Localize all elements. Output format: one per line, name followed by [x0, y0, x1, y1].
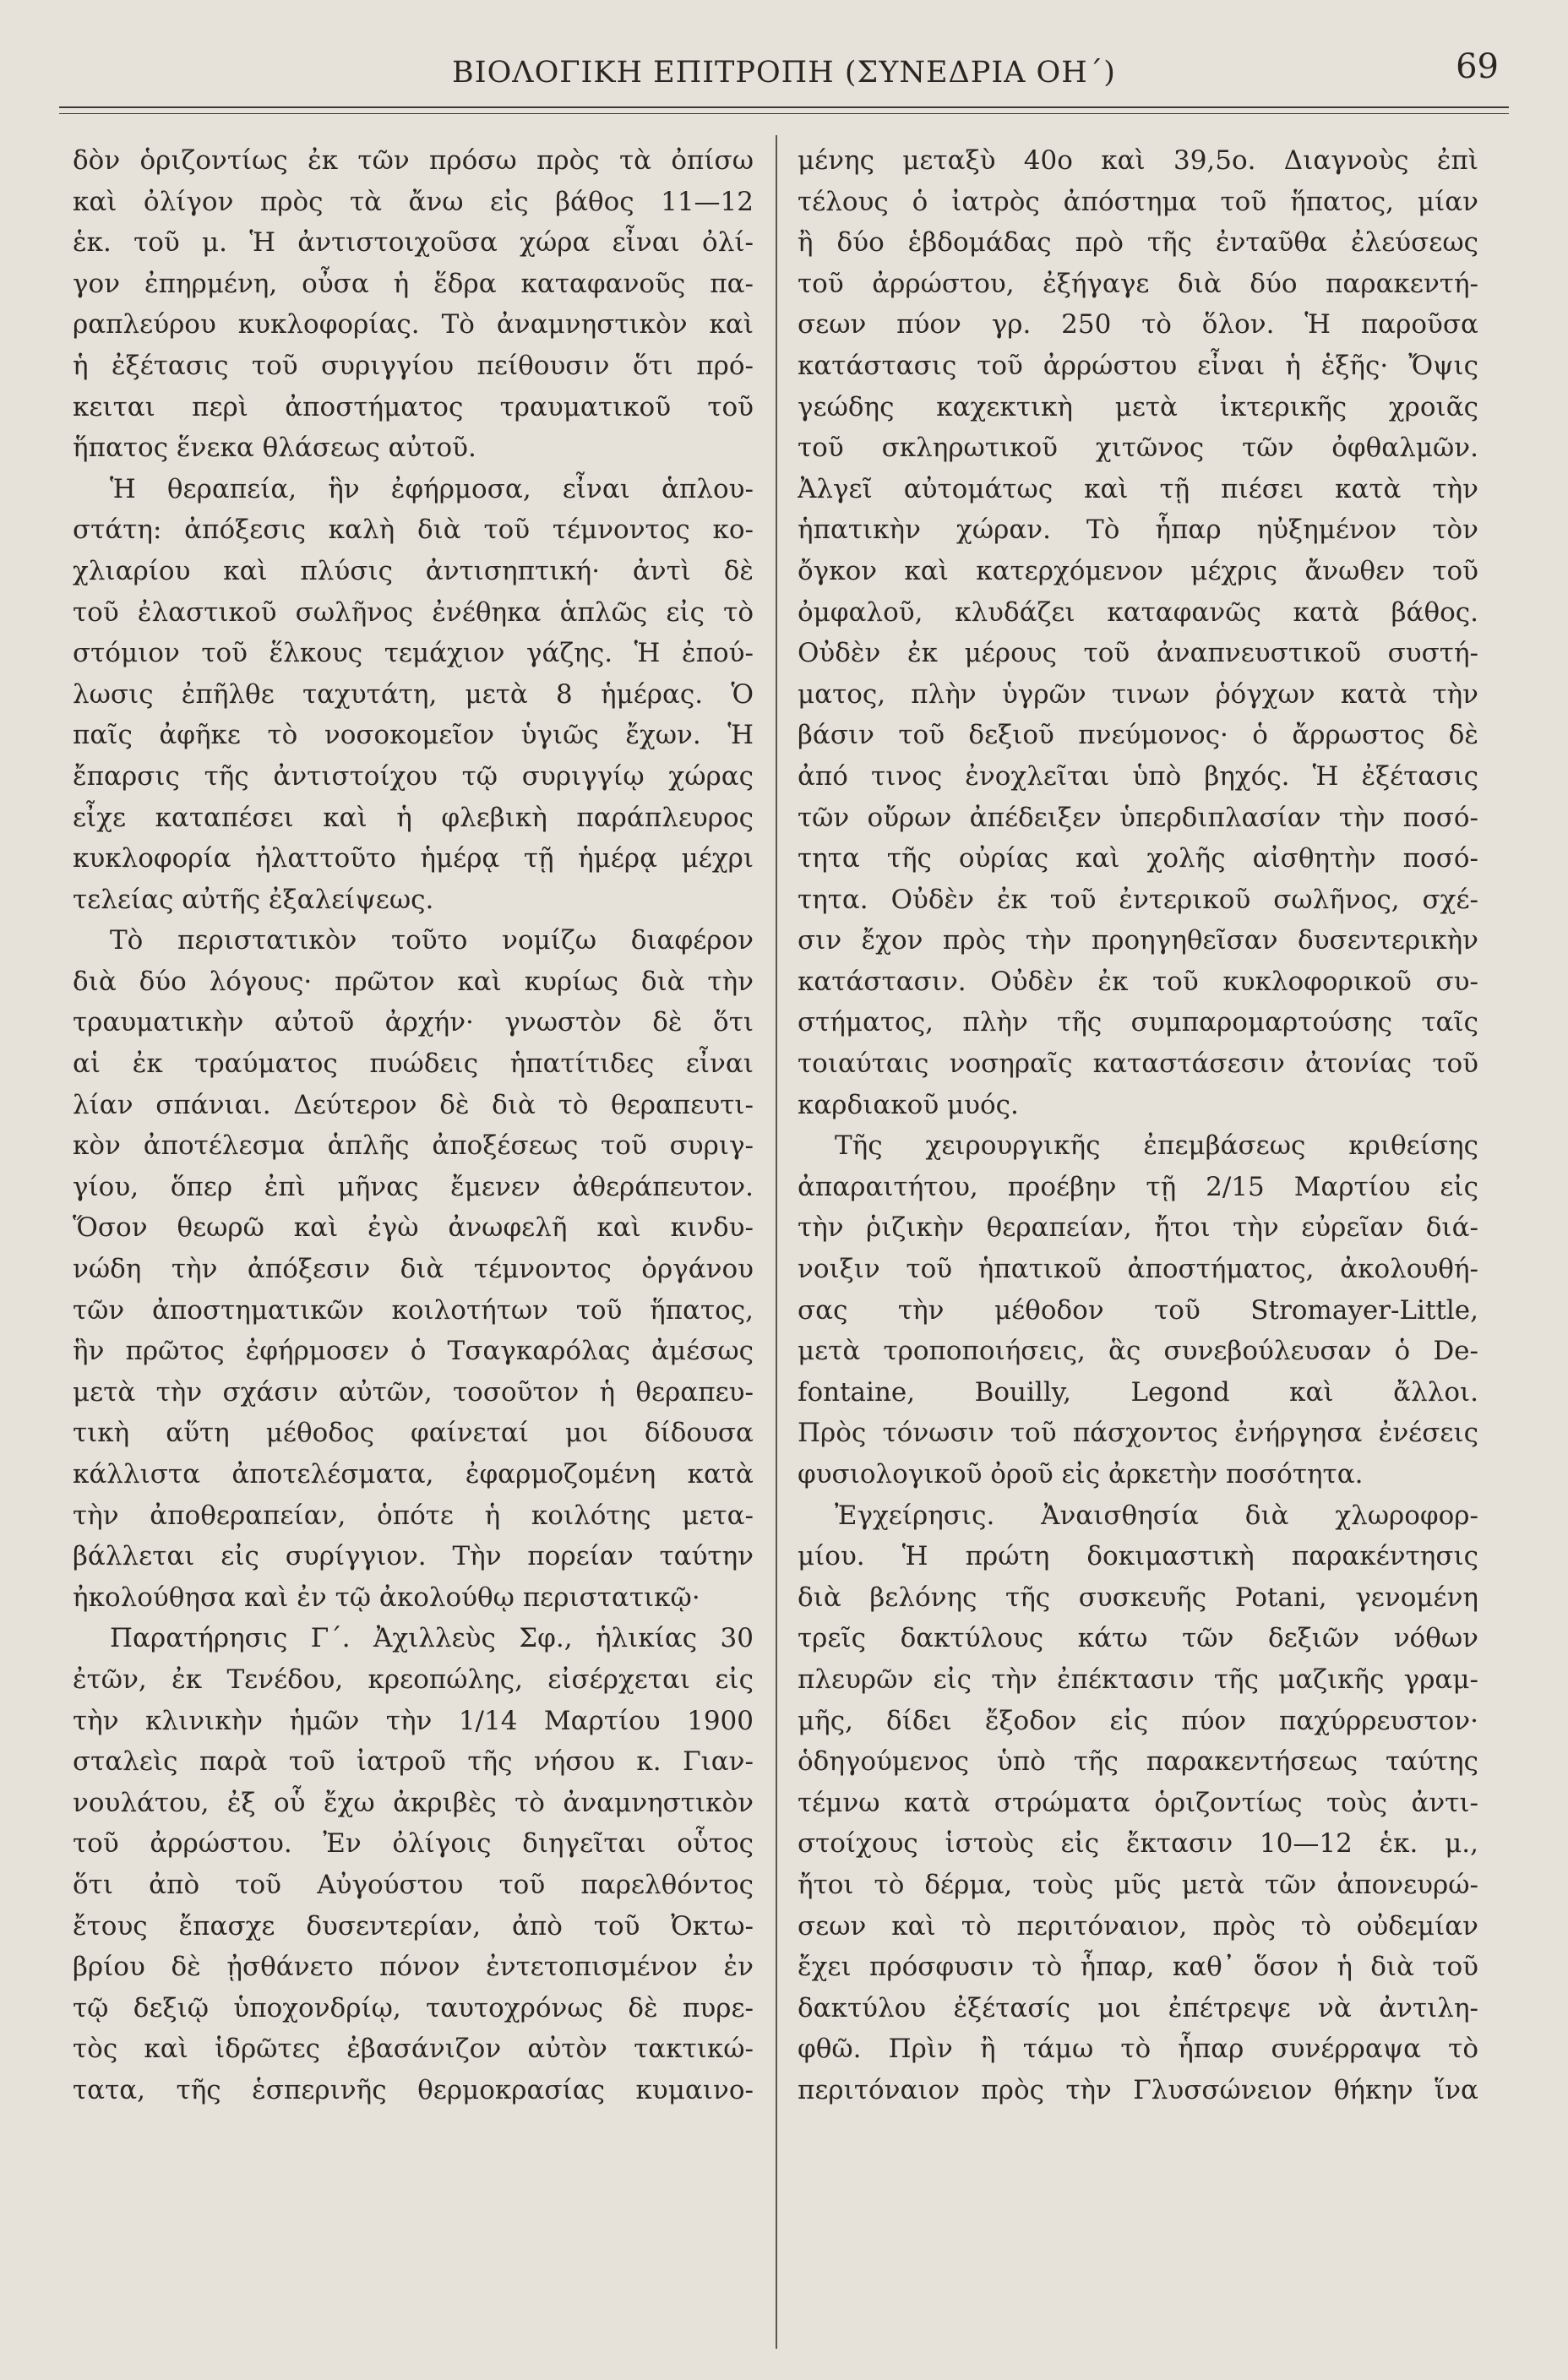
text-line: Τῆς χειρουργικῆς ἐπεμβάσεως κριθείσης — [835, 1130, 1478, 1162]
text-line: καρδιακοῦ μυός. — [798, 1089, 1019, 1120]
text-line: τέμνω κατὰ στρώματα ὁριζοντίως τοὺς ἀντι- — [798, 1787, 1478, 1818]
text-line: κάλλιστα ἀποτελέσματα, ἐφαρμοζομένη κατὰ — [73, 1459, 754, 1490]
text-line: ἀπό τινος ἐνοχλεῖται ὑπὸ βηχός. Ἡ ἐξέτασις — [798, 760, 1478, 792]
running-header — [59, 44, 1509, 103]
text-line: τητα. Οὐδὲν ἐκ τοῦ ἐντερικοῦ σωλῆνος, σχέ- — [798, 884, 1478, 915]
text-line: βάλλεται εἰς συρίγγιον. Τὴν πορείαν ταύτην — [73, 1541, 754, 1572]
text-line: τὴν ῥιζικὴν θεραπείαν, ἤτοι τὴν εὐρεῖαν διά- — [798, 1212, 1478, 1244]
text-line: δακτύλου ἐξέτασίς μοι ἐπέτρεψε νὰ ἀντιλη- — [798, 1992, 1478, 2023]
text-line: τῶν ἀποστηματικῶν κοιλοτήτων τοῦ ἥπατος, — [73, 1294, 754, 1326]
text-line: τῷ δεξιῷ ὑποχονδρίῳ, ταυτοχρόνως δὲ πυρε- — [73, 1992, 754, 2023]
text-line: νοιξιν τοῦ ἡπατικοῦ ἀποστήματος, ἀκολουθή- — [798, 1254, 1478, 1285]
text-line: Οὐδὲν ἐκ μέρους τοῦ ἀναπνευστικοῦ συστή- — [798, 638, 1478, 669]
text-line: τῶν οὔρων ἀπέδειξεν ὑπερδιπλασίαν τὴν ποσό- — [798, 802, 1478, 833]
text-line: μίου. Ἡ πρώτη δοκιμαστικὴ παρακέντησις — [798, 1541, 1478, 1572]
text-line: ἑκ. τοῦ μ. Ἡ ἀντιστοιχοῦσα χώρα εἶναι ὀλί- — [73, 227, 754, 259]
text-line: πλευρῶν εἰς τὴν ἐπέκτασιν τῆς μαζικῆς γραμ- — [798, 1664, 1478, 1695]
text-line: σταλεὶς παρὰ τοῦ ἰατροῦ τῆς νήσου κ. Γιαν- — [73, 1746, 754, 1778]
text-line: ραπλεύρου κυκλοφορίας. Τὸ ἀναμνηστικὸν καὶ — [73, 309, 754, 340]
text-line: τραυματικὴν αὐτοῦ ἀρχήν· γνωστὸν δὲ ὅτι — [73, 1007, 754, 1038]
text-line: τοῦ ἐλαστικοῦ σωλῆνος ἐνέθηκα ἁπλῶς εἰς τὸ — [73, 596, 754, 628]
text-line: νουλάτου, ἐξ οὗ ἔχω ἀκριβὲς τὸ ἀναμνηστικὸν — [73, 1787, 754, 1818]
text-line: λωσις ἐπῆλθε ταχυτάτη, μετὰ 8 ἡμέρας. Ὁ — [73, 678, 754, 710]
text-line: γον ἐπηρμένη, οὖσα ἡ ἕδρα καταφανοῦς πα- — [73, 268, 754, 299]
text-line: σιν ἔχον πρὸς τὴν προηγηθεῖσαν δυσεντερικὴν — [798, 925, 1478, 956]
text-line: ἔτους ἔπασχε δυσεντερίαν, ἀπὸ τοῦ Ὀκτω- — [73, 1910, 754, 1942]
text-line: τοῦ σκληρωτικοῦ χιτῶνος τῶν ὀφθαλμῶν. — [798, 433, 1478, 464]
text-line: τοιαύταις νοσηραῖς καταστάσεσιν ἀτονίας τοῦ — [798, 1048, 1478, 1080]
text-line: διὰ δύο λόγους· πρῶτον καὶ κυρίως διὰ τὴν — [73, 966, 754, 997]
text-line: νώδη τὴν ἀπόξεσιν διὰ τέμνοντος ὀργάνου — [73, 1254, 754, 1285]
text-line: φυσιολογικοῦ ὀροῦ εἰς ἀρκετὴν ποσότητα. — [798, 1459, 1364, 1490]
text-line: Ὅσον θεωρῶ καὶ ἐγὼ ἀνωφελῆ καὶ κινδυ- — [73, 1212, 754, 1244]
text-line: ὁδηγούμενος ὑπὸ τῆς παρακεντήσεως ταύτης — [798, 1746, 1478, 1778]
text-line: λίαν σπάνιαι. Δεύτερον δὲ διὰ τὸ θεραπευτι- — [73, 1089, 754, 1120]
text-line: σεων καὶ τὸ περιτόναιον, πρὸς τὸ οὐδεμίαν — [798, 1910, 1478, 1942]
text-line: τρεῖς δακτύλους κάτω τῶν δεξιῶν νόθων — [798, 1623, 1478, 1654]
page-number: 69 — [1456, 47, 1499, 86]
text-line: στοίχους ἱστοὺς εἰς ἔκτασιν 10—12 ἑκ. μ., — [798, 1828, 1478, 1860]
text-line: δὸν ὁριζοντίως ἐκ τῶν πρόσω πρὸς τὰ ὀπίσω — [73, 145, 754, 176]
text-line: ἡ ἐξέτασις τοῦ συριγγίου πείθουσιν ὅτι πρό- — [73, 350, 754, 381]
text-line: ἔπαρσις τῆς ἀντιστοίχου τῷ συριγγίῳ χώρας — [73, 760, 754, 792]
header-rule — [59, 106, 1509, 108]
text-line: Ἡ θεραπεία, ἣν ἐφήρμοσα, εἶναι ἁπλου- — [110, 473, 754, 504]
text-line: ματος, πλὴν ὑγρῶν τινων ῥόγχων κατὰ τὴν — [798, 678, 1478, 710]
text-line: μένης μεταξὺ 40ο καὶ 39,5ο. Διαγνοὺς ἐπὶ — [798, 145, 1478, 176]
text-line: κατάστασιν. Οὐδὲν ἐκ τοῦ κυκλοφορικοῦ συ- — [798, 966, 1478, 997]
text-line: ἣν πρῶτος ἐφήρμοσεν ὁ Τσαγκαρόλας ἀμέσως — [73, 1336, 754, 1367]
text-line: σας τὴν μέθοδον τοῦ Stromayer-Little, — [798, 1294, 1478, 1326]
text-line: στόμιον τοῦ ἕλκους τεμάχιον γάζης. Ἡ ἐπού- — [73, 638, 754, 669]
text-line: τικὴ αὕτη μέθοδος φαίνεταί μοι δίδουσα — [73, 1418, 754, 1449]
text-line: στήματος, πλὴν τῆς συμπαρομαρτούσης ταῖς — [798, 1007, 1478, 1038]
text-line: ἐτῶν, ἐκ Τενέδου, κρεοπώλης, εἰσέρχεται εἰς — [73, 1664, 754, 1695]
text-line: ἀπαραιτήτου, προέβην τῇ 2/15 Μαρτίου εἰς — [798, 1171, 1478, 1202]
text-line: καὶ ὀλίγον πρὸς τὰ ἄνω εἰς βάθος 11—12 — [73, 186, 754, 217]
left-column — [73, 140, 754, 2111]
text-line: διὰ βελόνης τῆς συσκευῆς Potani, γενομένη — [798, 1582, 1478, 1613]
text-line: τατα, τῆς ἑσπερινῆς θερμοκρασίας κυμαινο- — [73, 2074, 754, 2105]
text-line: Τὸ περιστατικὸν τοῦτο νομίζω διαφέρον — [110, 925, 754, 956]
text-line: ὄγκον καὶ κατερχόμενον μέχρις ἄνωθεν τοῦ — [798, 555, 1478, 586]
text-line: παῖς ἀφῆκε τὸ νοσοκομεῖον ὑγιῶς ἔχων. Ἡ — [73, 720, 754, 751]
text-line: φθῶ. Πρὶν ἢ τάμω τὸ ἧπαρ συνέρραψα τὸ — [798, 2034, 1478, 2065]
text-line: χλιαρίου καὶ πλύσις ἀντισηπτική· ἀντὶ δὲ — [73, 555, 754, 586]
text-line: τέλους ὁ ἰατρὸς ἀπόστημα τοῦ ἥπατος, μίαν — [798, 186, 1478, 217]
text-line: βάσιν τοῦ δεξιοῦ πνεύμονος· ὁ ἄρρωστος δὲ — [798, 720, 1478, 751]
text-line: ἔχει πρόσφυσιν τὸ ἧπαρ, καθ᾽ ὅσον ἡ διὰ τοῦ — [798, 1952, 1478, 1983]
text-line: σεων πύον γρ. 250 τὸ ὅλον. Ἡ παροῦσα — [798, 309, 1478, 340]
text-line: μετὰ τὴν σχάσιν αὐτῶν, τοσοῦτον ἡ θεραπευ- — [73, 1376, 754, 1408]
header-rule-thin — [59, 113, 1509, 114]
text-line: Ἀλγεῖ αὐτομάτως καὶ τῇ πιέσει κατὰ τὴν — [798, 473, 1478, 504]
text-line: ἥπατος ἕνεκα θλάσεως αὐτοῦ. — [73, 433, 476, 464]
text-line: τητα τῆς οὐρίας καὶ χολῆς αἰσθητὴν ποσό- — [798, 843, 1478, 874]
text-line: ὀμφαλοῦ, κλυδάζει καταφανῶς κατὰ βάθος. — [798, 596, 1478, 628]
text-line: βρίου δὲ ᾐσθάνετο πόνον ἐντετοπισμένον ἐν — [73, 1952, 754, 1983]
text-line: τοῦ ἀρρώστου. Ἐν ὀλίγοις διηγεῖται οὗτος — [73, 1828, 754, 1860]
text-line: γίου, ὅπερ ἐπὶ μῆνας ἔμενεν ἀθεράπευτον. — [73, 1171, 754, 1202]
text-line: τὴν ἀποθεραπείαν, ὁπότε ἡ κοιλότης μετα- — [73, 1500, 754, 1531]
text-line: ἤτοι τὸ δέρμα, τοὺς μῦς μετὰ τῶν ἀπονευρώ- — [798, 1869, 1478, 1900]
text-line: Παρατήρησις Γ΄. Ἀχιλλεὺς Σφ., ἡλικίας 30 — [110, 1623, 754, 1654]
text-line: ἡπατικὴν χώραν. Τὸ ἧπαρ ηὐξημένον τὸν — [798, 515, 1478, 546]
right-column — [798, 140, 1478, 2111]
text-line: fontaine, Bouilly, Legond καὶ ἄλλοι. — [798, 1376, 1478, 1408]
text-line: κατάστασις τοῦ ἀρρώστου εἶναι ἡ ἑξῆς· Ὄψις — [798, 350, 1478, 381]
text-line: περιτόναιον πρὸς τὴν Γλυσσώνειον θήκην ἵνα — [798, 2074, 1478, 2105]
text-line: αἱ ἐκ τραύματος πυώδεις ἡπατίτιδες εἶναι — [73, 1048, 754, 1080]
column-separator — [776, 135, 777, 2349]
text-line: ἠκολούθησα καὶ ἐν τῷ ἀκολούθῳ περιστατικῷ· — [73, 1582, 700, 1613]
text-line: μῆς, δίδει ἔξοδον εἰς πύον παχύρρευστον· — [798, 1705, 1478, 1736]
text-line: τελείας αὐτῆς ἐξαλείψεως. — [73, 884, 434, 915]
text-line: μετὰ τροποποιήσεις, ἃς συνεβούλευσαν ὁ De- — [798, 1336, 1478, 1367]
text-line: γεώδης καχεκτικὴ μετὰ ἰκτερικῆς χροιᾶς — [798, 391, 1478, 422]
text-line: τοῦ ἀρρώστου, ἐξήγαγε διὰ δύο παρακεντή- — [798, 268, 1478, 299]
text-line: τὸς καὶ ἱδρῶτες ἐβασάνιζον αὐτὸν τακτικώ- — [73, 2034, 754, 2065]
text-line: κειται περὶ ἀποστήματος τραυματικοῦ τοῦ — [73, 391, 754, 422]
text-line: Ἐγχείρησις. Ἀναισθησία διὰ χλωροφορ- — [835, 1500, 1478, 1531]
header-title: ΒΙΟΛΟΓΙΚΗ ΕΠΙΤΡΟΠΗ (ΣΥΝΕΔΡΙΑ ΟΗ΄) — [452, 56, 1116, 90]
text-line: στάτη: ἀπόξεσις καλὴ διὰ τοῦ τέμνοντος κο- — [73, 515, 754, 546]
text-line: ὅτι ἀπὸ τοῦ Αὐγούστου τοῦ παρελθόντος — [73, 1869, 754, 1900]
text-line: εἶχε καταπέσει καὶ ἡ φλεβικὴ παράπλευρος — [73, 802, 754, 833]
text-line: κυκλοφορία ἠλαττοῦτο ἡμέρᾳ τῇ ἡμέρᾳ μέχρι — [73, 843, 754, 874]
text-line: τὴν κλινικὴν ἡμῶν τὴν 1/14 Μαρτίου 1900 — [73, 1705, 754, 1736]
text-line: κὸν ἀποτέλεσμα ἁπλῆς ἀποξέσεως τοῦ συριγ- — [73, 1130, 754, 1162]
text-line: Πρὸς τόνωσιν τοῦ πάσχοντος ἐνήργησα ἐνέσεις — [798, 1418, 1478, 1449]
text-line: ἢ δύο ἑβδομάδας πρὸ τῆς ἐνταῦθα ἐλεύσεως — [798, 227, 1478, 259]
